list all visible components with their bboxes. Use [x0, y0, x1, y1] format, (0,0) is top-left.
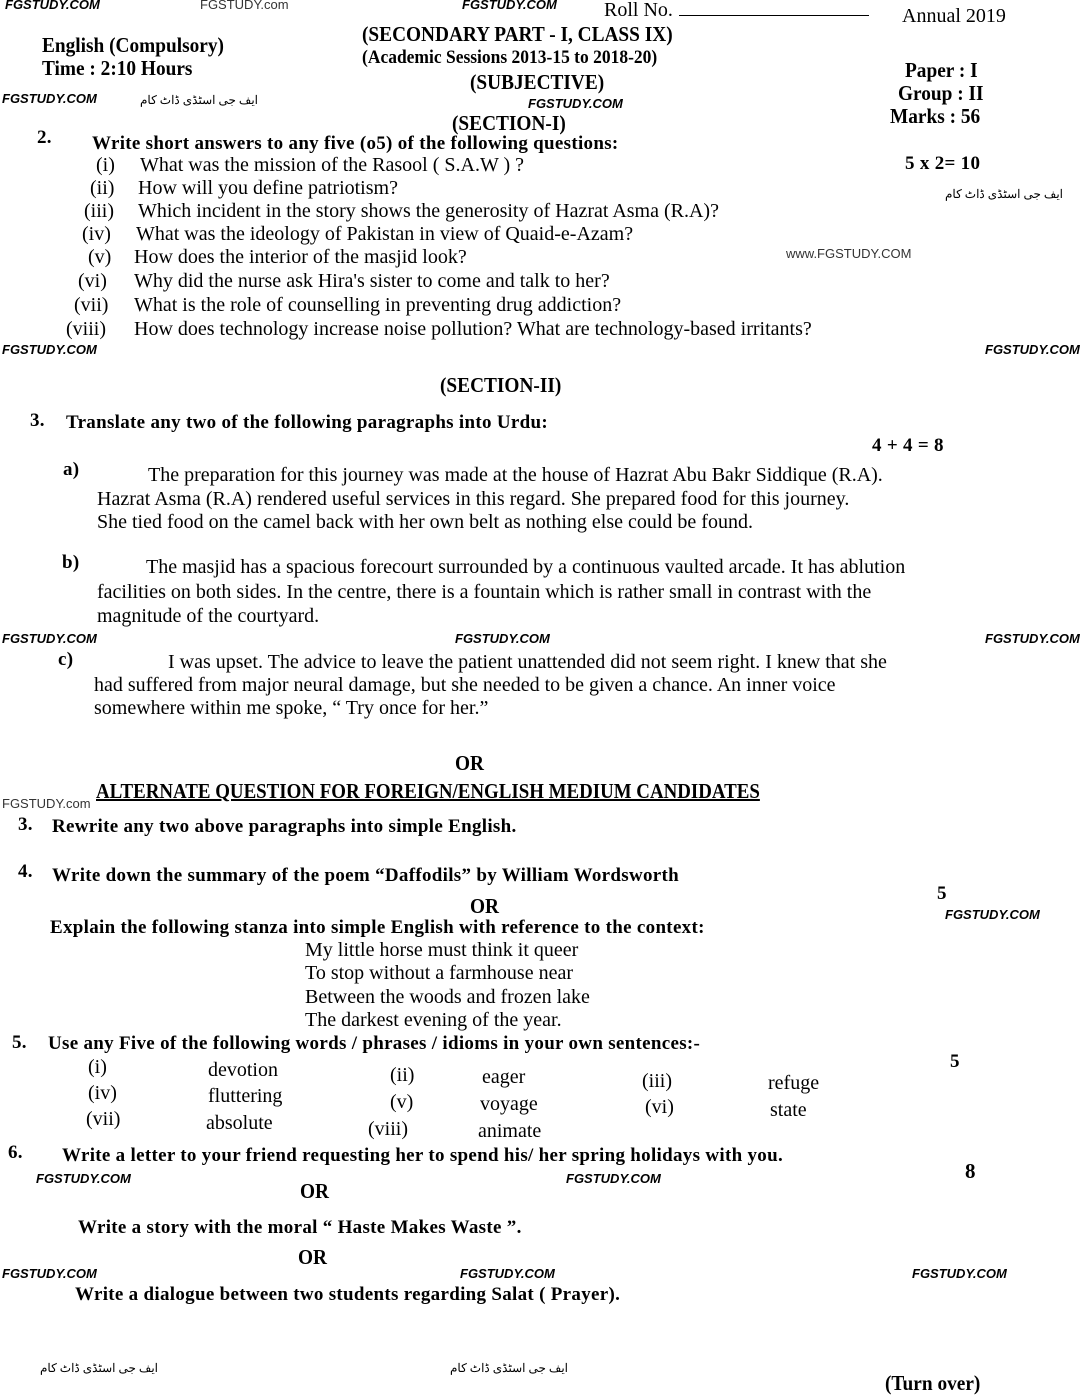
word-number: (i) — [88, 1056, 107, 1078]
paragraph-line: I was upset. The advice to leave the patient unattended did not seem right. I knew that she — [168, 651, 887, 673]
watermark: FGSTUDY.COM — [566, 1171, 661, 1186]
word: animate — [478, 1120, 542, 1142]
paper-number: Paper : I — [905, 58, 978, 82]
word-number: (iv) — [88, 1082, 117, 1104]
watermark: FGSTUDY.COM — [2, 631, 97, 646]
alternate-question-3-text: Rewrite any two above paragraphs into simple English. — [52, 816, 517, 837]
urdu-watermark: ایف جی اسٹڈی ڈاٹ کام — [450, 1361, 568, 1375]
or-label: OR — [455, 751, 484, 775]
roll-no-field — [604, 0, 869, 21]
question-number: 3. — [30, 410, 45, 431]
paragraph-label: a) — [63, 459, 80, 480]
list-item: (iii) Which incident in the story shows the generosity of Hazrat Asma (R.A)? — [84, 200, 719, 222]
question-5-marks: 5 — [950, 1051, 960, 1072]
paragraph-line: The preparation for this journey was made at the house of Hazrat Abu Bakr Siddique (R.A). — [148, 464, 883, 486]
word: absolute — [206, 1112, 273, 1134]
question-4-marks: 5 — [937, 883, 947, 904]
word-number: (vi) — [645, 1096, 674, 1118]
question-2-text: Write short answers to any five (o5) of the following questions: — [92, 133, 619, 154]
roll-no-line — [679, 15, 869, 16]
list-item: (ii) How will you define patriotism? — [90, 177, 398, 199]
paragraph-line: She tied food on the camel back with her own belt as nothing else could be found. — [97, 511, 753, 533]
list-item: (vi) Why did the nurse ask Hira's sister to come and talk to her? — [78, 270, 610, 292]
paragraph-label: b) — [62, 552, 80, 573]
watermark: FGSTUDY.COM — [2, 1266, 97, 1281]
section-2-heading: (SECTION-II) — [440, 373, 562, 397]
paragraph-line: Hazrat Asma (R.A) rendered useful services in this regard. She prepared food for this journey. — [97, 488, 850, 510]
watermark: FGSTUDY.COM — [985, 631, 1080, 646]
watermark: FGSTUDY.COM — [985, 342, 1080, 357]
question-6-alt-story: Write a story with the moral “ Haste Makes Waste ”. — [78, 1217, 522, 1238]
question-6-alt-dialogue: Write a dialogue between two students regarding Salat ( Prayer). — [75, 1284, 621, 1305]
watermark: FGSTUDY.COM — [5, 0, 100, 12]
watermark: FGSTUDY.COM — [2, 342, 97, 357]
paragraph-line: facilities on both sides. In the centre, there is a fountain which is rather small in contrast with the — [97, 581, 872, 603]
list-item: (i) What was the mission of the Rasool ( S.A.W ) ? — [96, 154, 525, 176]
question-3-marks: 4 + 4 = 8 — [872, 435, 944, 456]
question-4-text: Write down the summary of the poem “Daffodils” by William Wordsworth — [52, 865, 680, 886]
word-number: (ii) — [390, 1064, 415, 1086]
sessions: (Academic Sessions 2013-15 to 2018-20) — [362, 47, 658, 68]
list-item: (viii) How does technology increase noise pollution? What are technology-based irritants? — [66, 318, 812, 340]
question-number: 5. — [12, 1032, 27, 1053]
watermark: FGSTUDY.COM — [945, 907, 1040, 922]
watermark: FGSTUDY.COM — [36, 1171, 131, 1186]
subject: English (Compulsory) — [42, 33, 224, 57]
roll-no-label: Roll No. — [604, 0, 673, 21]
paragraph-line: had suffered from major neural damage, but she needed to be given a chance. An inner voice — [94, 674, 836, 696]
word: voyage — [480, 1093, 538, 1115]
annual-label: Annual 2019 — [902, 5, 1006, 27]
watermark: FGSTUDY.COM — [462, 0, 557, 12]
or-label: OR — [300, 1179, 329, 1203]
question-number: 4. — [18, 861, 33, 882]
list-item: (vii) What is the role of counselling in preventing drug addiction? — [74, 294, 622, 316]
watermark: FGSTUDY.COM — [455, 631, 550, 646]
word-number: (v) — [390, 1091, 414, 1113]
question-3-text: Translate any two of the following paragraphs into Urdu: — [66, 412, 548, 433]
word-number: (iii) — [642, 1070, 672, 1092]
section-1-heading: (SECTION-I) — [452, 111, 566, 135]
question-number: 6. — [8, 1142, 23, 1163]
urdu-watermark: ایف جی اسٹڈی ڈاٹ کام — [40, 1361, 158, 1375]
alternate-question-heading: ALTERNATE QUESTION FOR FOREIGN/ENGLISH MEDIUM CANDIDATES — [96, 779, 760, 803]
watermark: FGSTUDY.COM — [2, 91, 97, 106]
marks: Marks : 56 — [890, 104, 981, 128]
word: state — [770, 1099, 807, 1121]
paragraph-line: The masjid has a spacious forecourt surrounded by a continuous vaulted arcade. It has ablution — [146, 556, 906, 578]
group: Group : II — [898, 81, 984, 105]
question-4-alt-text: Explain the following stanza into simple English with reference to the context: — [50, 917, 705, 938]
word: refuge — [768, 1072, 820, 1094]
urdu-watermark: ایف جی اسٹڈی ڈاٹ کام — [140, 93, 258, 107]
poem-line: My little horse must think it queer — [305, 939, 579, 961]
urdu-watermark: ایف جی اسٹڈی ڈاٹ کام — [945, 187, 1063, 201]
question-2-marks: 5 x 2= 10 — [905, 153, 981, 174]
question-number: 2. — [37, 127, 52, 148]
paragraph-line: somewhere within me spoke, “ Try once for her.” — [94, 697, 489, 719]
word-number: (vii) — [86, 1108, 121, 1130]
paragraph-label: c) — [58, 649, 74, 670]
watermark: FGSTUDY.COM — [528, 96, 623, 111]
paragraph-line: magnitude of the courtyard. — [97, 605, 320, 627]
paper-title: (SECONDARY PART - I, CLASS IX) — [362, 22, 673, 46]
question-number: 3. — [18, 814, 33, 835]
question-6-text: Write a letter to your friend requesting her to spend his/ her spring holidays with you. — [62, 1145, 784, 1166]
watermark: FGSTUDY.com — [200, 0, 289, 12]
watermark: FGSTUDY.com — [2, 796, 91, 811]
or-label: OR — [298, 1245, 327, 1269]
poem-line: To stop without a farmhouse near — [305, 962, 573, 984]
poem-line: Between the woods and frozen lake — [305, 986, 590, 1008]
subjective-label: (SUBJECTIVE) — [470, 70, 605, 94]
watermark: FGSTUDY.COM — [460, 1266, 555, 1281]
turn-over-label: (Turn over) — [885, 1371, 981, 1395]
word: eager — [482, 1066, 526, 1088]
watermark: www.FGSTUDY.COM — [786, 246, 912, 261]
time: Time : 2:10 Hours — [42, 56, 193, 80]
list-item: (iv) What was the ideology of Pakistan in view of Quaid-e-Azam? — [82, 223, 634, 245]
poem-line: The darkest evening of the year. — [305, 1009, 562, 1031]
list-item: (v) How does the interior of the masjid look? — [88, 246, 467, 268]
watermark: FGSTUDY.COM — [912, 1266, 1007, 1281]
question-5-text: Use any Five of the following words / phrases / idioms in your own sentences:- — [48, 1033, 701, 1054]
word-number: (viii) — [368, 1118, 408, 1140]
question-6-marks: 8 — [965, 1159, 976, 1183]
word: fluttering — [208, 1085, 283, 1107]
word: devotion — [208, 1059, 278, 1081]
or-label: OR — [470, 894, 499, 918]
